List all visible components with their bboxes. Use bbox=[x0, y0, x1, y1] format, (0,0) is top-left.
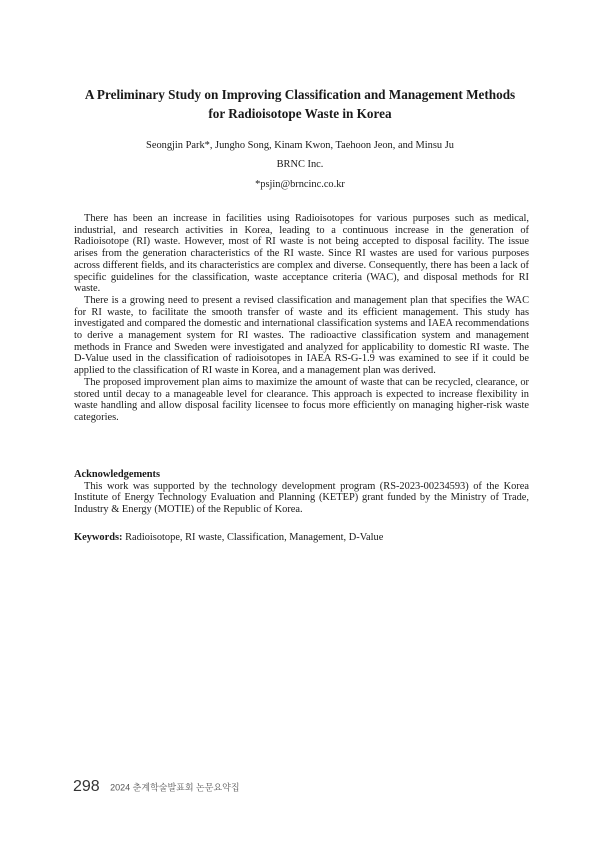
abstract-body bbox=[74, 213, 529, 424]
title-line-1: A Preliminary Study on Improving Classification and Management Methods bbox=[84, 87, 516, 102]
paper-title bbox=[60, 85, 540, 123]
acknowledgements-heading: Acknowledgements bbox=[74, 469, 161, 480]
title-line-2: for Radioisotope Waste in Korea bbox=[208, 106, 392, 121]
acknowledgements-section bbox=[74, 469, 529, 516]
keywords-label: Keywords: bbox=[74, 532, 123, 543]
keywords-section bbox=[74, 532, 529, 544]
acknowledgements-text: This work was supported by the technology development program (RS-2023-00234593) of the Korea Institute of Energy Technology Evaluation and Planning (KETEP) grant funded by the Ministry of Trade, Industry & Energy (MOTIE) of the Republic of Korea. bbox=[74, 480, 529, 516]
journal-name: 2024 춘계학술발표회 논문요약집 bbox=[110, 782, 240, 793]
corresponding-email: *psjin@brncinc.co.kr bbox=[255, 179, 345, 190]
abstract-paragraph: The proposed improvement plan aims to maximize the amount of waste that can be recycled, clearance, or stored until decay to a manageable level for clearance. This approach is expected to increase flexibility in waste handling and allow disposal facility licensee to focus more efficiently on managing higher-risk waste categories. bbox=[74, 376, 529, 423]
keywords-text: Radioisotope, RI waste, Classification, Management, D-Value bbox=[125, 532, 384, 543]
page-footer bbox=[73, 778, 240, 796]
affiliation: BRNC Inc. bbox=[276, 159, 324, 170]
abstract-paragraph: There is a growing need to present a revised classification and management plan that specifies the WAC for RI waste, to facilitate the smooth transfer of waste and its efficient management. This study has investigated and compared the domestic and international classification systems and IAEA recommendations to derive a management system for RI wastes. The radioactive classification system and management methods in France and Sweden were investigated and analyzed for applicability to domestic RI waste. The D-Value used in the classification of radioisotopes in IAEA RS-G-1.9 was examined to see if it could be applied to the classification of RI waste in Korea, and a management plan was derived. bbox=[74, 294, 529, 377]
page-number: 298 bbox=[73, 778, 100, 795]
abstract-paragraph: There has been an increase in facilities using Radioisotopes for various purposes such as medical, industrial, and research activities in Korea, leading to a continuous increase in the generation of Radioisotope (RI) waste. However, most of RI waste is not being accepted to disposal facility. The issue arises from the generation characteristics of the RI waste. Since RI wastes are used for various purposes across different fields, and its characteristics are complex and diverse. Consequently, there has been a lack of specific guidelines for the classification, waste acceptance criteria (WAC), and disposal methods for RI waste. bbox=[74, 213, 529, 295]
author-list: Seongjin Park*, Jungho Song, Kinam Kwon, Taehoon Jeon, and Minsu Ju bbox=[146, 140, 454, 151]
